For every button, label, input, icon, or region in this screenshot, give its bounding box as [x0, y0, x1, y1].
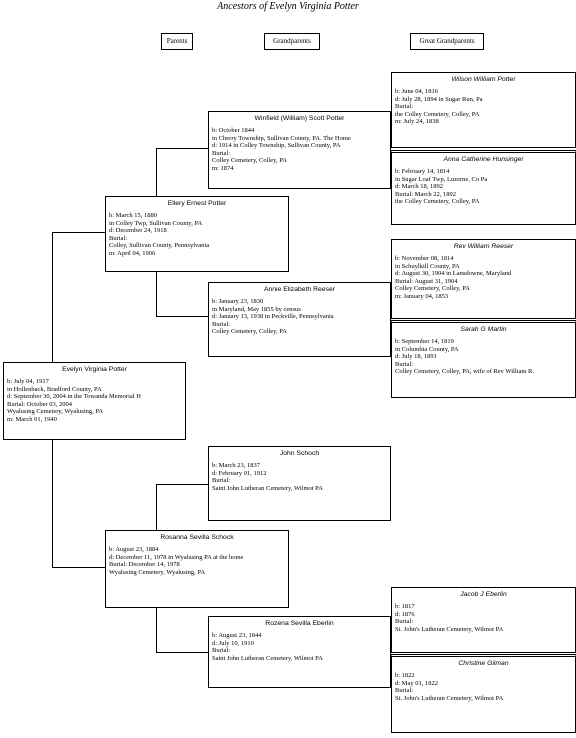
person-detail: Burial: August 31, 1904: [395, 277, 458, 285]
person-name: Rozena Sevilla Eberlin: [265, 620, 334, 627]
header-grandparents: Grandparents: [264, 33, 320, 50]
person-detail: Wyalusing Cemetery, Wyalusing, PA: [109, 568, 206, 576]
person-box-anna-catherine-hunsinger[interactable]: [391, 150, 576, 225]
person-box-rev-william-reeser[interactable]: [391, 239, 576, 319]
person-detail: in Sugar Loaf Twp, Luzerne, Co Pa: [395, 175, 488, 183]
person-detail: m: January 04, 1853: [395, 292, 449, 300]
person-name: Sarah G Martin: [460, 326, 507, 333]
connector-line: [156, 272, 157, 316]
header-great-grandparents: Great Grandparents: [410, 33, 484, 50]
person-detail: b: June 04, 1816: [395, 88, 438, 95]
person-detail: Burial:: [395, 687, 414, 695]
person-box-christine-gilman[interactable]: [391, 654, 576, 733]
person-name: Wilson William Potter: [451, 76, 516, 83]
person-detail: in Columbia County, PA: [395, 345, 459, 353]
connector-line: [52, 567, 105, 568]
person-name: Anna Catherine Hunsinger: [443, 156, 524, 163]
person-box-wilson-william-potter[interactable]: [391, 72, 576, 148]
person-name: Rev William Reeser: [453, 243, 514, 250]
person-detail: d: July 18, 1891: [395, 353, 437, 361]
header-parents: Parents: [161, 33, 193, 50]
person-detail: Colley Cemetery, Colley, PA: [212, 328, 287, 336]
person-detail: Burial:: [212, 320, 231, 328]
person-detail: Saint John Lutheran Cemetery, Wilmot PA: [212, 484, 323, 492]
person-detail: d: December 11, 1978 in Wyalusing PA at the home: [109, 553, 244, 561]
person-name: Jacob J Eberlin: [460, 591, 507, 598]
person-detail: m: April 04, 1906: [109, 249, 156, 257]
person-detail: St. John's Lutheran Cemetery, Wilmot PA: [395, 625, 504, 633]
person-detail: d: May 01, 1822: [395, 679, 438, 687]
person-detail: Colley Cemetery, Colley, PA: [395, 285, 470, 293]
person-detail: d: 1914 in Colley Township, Sullivan County, PA: [212, 142, 341, 150]
person-detail: b: January 23, 1830: [212, 298, 264, 305]
person-detail: in Hollenback, Bradford County, PA: [7, 385, 102, 393]
connector-line: [156, 316, 208, 317]
person-detail: Burial:: [395, 360, 414, 368]
person-detail: Burial:: [395, 618, 414, 626]
connector-line: [156, 608, 157, 652]
person-detail: d: September 30, 2004 in the Towanda Memorial H: [7, 393, 141, 401]
person-detail: d: July 28, 1894 in Sugar Run, Pa: [395, 95, 483, 103]
person-detail: in Cherry Township, Sullivan County, PA. The Home: [212, 134, 351, 142]
person-detail: Colley, Sullivan County, Pennsylvania: [109, 242, 210, 250]
person-box-winfield-scott-potter[interactable]: [208, 111, 391, 189]
person-detail: b: August 23, 1844: [212, 632, 262, 639]
person-name: Winfield (William) Scott Potter: [254, 115, 345, 122]
person-detail: b: September 14, 1819: [395, 338, 454, 345]
person-detail: the Colley Cemetery, Colley, PA: [395, 110, 480, 118]
person-detail: Burial: March 22, 1892: [395, 190, 457, 198]
person-detail: d: 1876: [395, 610, 415, 618]
connector-line: [156, 652, 208, 653]
person-detail: in Schuylkill County, PA: [395, 262, 460, 270]
person-name: Evelyn Virginia Potter: [62, 366, 127, 373]
person-detail: b: March 23, 1837: [212, 462, 261, 469]
person-detail: Burial:: [212, 149, 231, 157]
person-detail: b: February 14, 1814: [395, 168, 450, 175]
person-detail: d: February 01, 1912: [212, 469, 267, 477]
person-detail: Burial:: [212, 647, 231, 655]
person-detail: b: August 23, 1884: [109, 546, 159, 553]
person-name: Annie Elizabeth Reeser: [263, 286, 336, 293]
chart-title: Ancestors of Evelyn Virginia Potter: [217, 1, 359, 12]
connector-line: [156, 484, 157, 530]
person-name: John Schoch: [279, 450, 320, 457]
person-detail: in Colley Twp, Sullivan County, PA: [109, 219, 203, 227]
person-detail: b: October 1844: [212, 127, 255, 134]
person-box-evelyn-virginia-potter[interactable]: [3, 362, 186, 440]
person-box-sarah-g-martin[interactable]: [391, 320, 576, 398]
connector-line: [52, 440, 53, 567]
connector-line: [156, 148, 157, 196]
person-detail: d: August 30, 1904 in Lansdowne, Maryland: [395, 270, 512, 278]
connector-line: [52, 232, 53, 362]
person-detail: the Colley Cemetery, Colley, PA: [395, 198, 480, 206]
connector-line: [156, 148, 208, 149]
person-name: Rosanna Sevilla Schock: [160, 534, 234, 541]
person-box-rosanna-sevilla-schock[interactable]: [105, 530, 289, 608]
person-detail: Wyalusing Cemetery, Wyalusing, PA: [7, 408, 104, 416]
person-detail: b: 1817: [395, 603, 415, 610]
person-detail: m: March 01, 1940: [7, 415, 57, 423]
person-name: Ellery Ernest Potter: [167, 200, 227, 207]
person-detail: Burial: December 14, 1978: [109, 561, 180, 569]
person-box-rozena-sevilla-eberlin[interactable]: [208, 616, 391, 688]
person-detail: Burial: October 03, 2004: [7, 400, 72, 408]
person-name: Christine Gilman: [458, 660, 509, 667]
person-box-john-schoch[interactable]: [208, 446, 391, 521]
person-detail: Burial:: [395, 103, 414, 111]
person-detail: Saint John Lutheran Cemetery, Wilmot PA: [212, 654, 323, 662]
person-detail: d: March 18, 1892: [395, 183, 444, 191]
person-box-annie-elizabeth-reeser[interactable]: [208, 282, 391, 357]
person-detail: St. John's Lutheran Cemetery, Wilmot PA: [395, 694, 504, 702]
person-box-jacob-j-eberlin[interactable]: [391, 587, 576, 653]
person-detail: d: July 10, 1910: [212, 639, 254, 647]
connector-line: [156, 484, 208, 485]
person-detail: d: January 13, 1938 in Peckville, Pennsylvania: [212, 313, 334, 321]
person-detail: b: July 04, 1917: [7, 378, 49, 385]
person-detail: in Maryland, May 1855 by census: [212, 305, 301, 313]
connector-line: [52, 232, 105, 233]
person-detail: Burial:: [212, 477, 231, 485]
person-detail: b: March 15, 1880: [109, 212, 158, 219]
person-detail: d: December 24, 1918: [109, 227, 167, 235]
person-detail: Burial:: [109, 234, 128, 242]
person-detail: b: 1822: [395, 672, 415, 679]
person-detail: m: July 24, 1838: [395, 118, 439, 126]
person-detail: Colley Cemetery, Colley, PA: [212, 157, 287, 165]
person-detail: m: 1874: [212, 164, 234, 172]
person-box-ellery-ernest-potter[interactable]: [105, 196, 289, 272]
person-detail: Colley Cemetery, Colley, PA, wife of Rev William R.: [395, 368, 534, 376]
person-detail: b: November 08, 1814: [395, 255, 454, 262]
